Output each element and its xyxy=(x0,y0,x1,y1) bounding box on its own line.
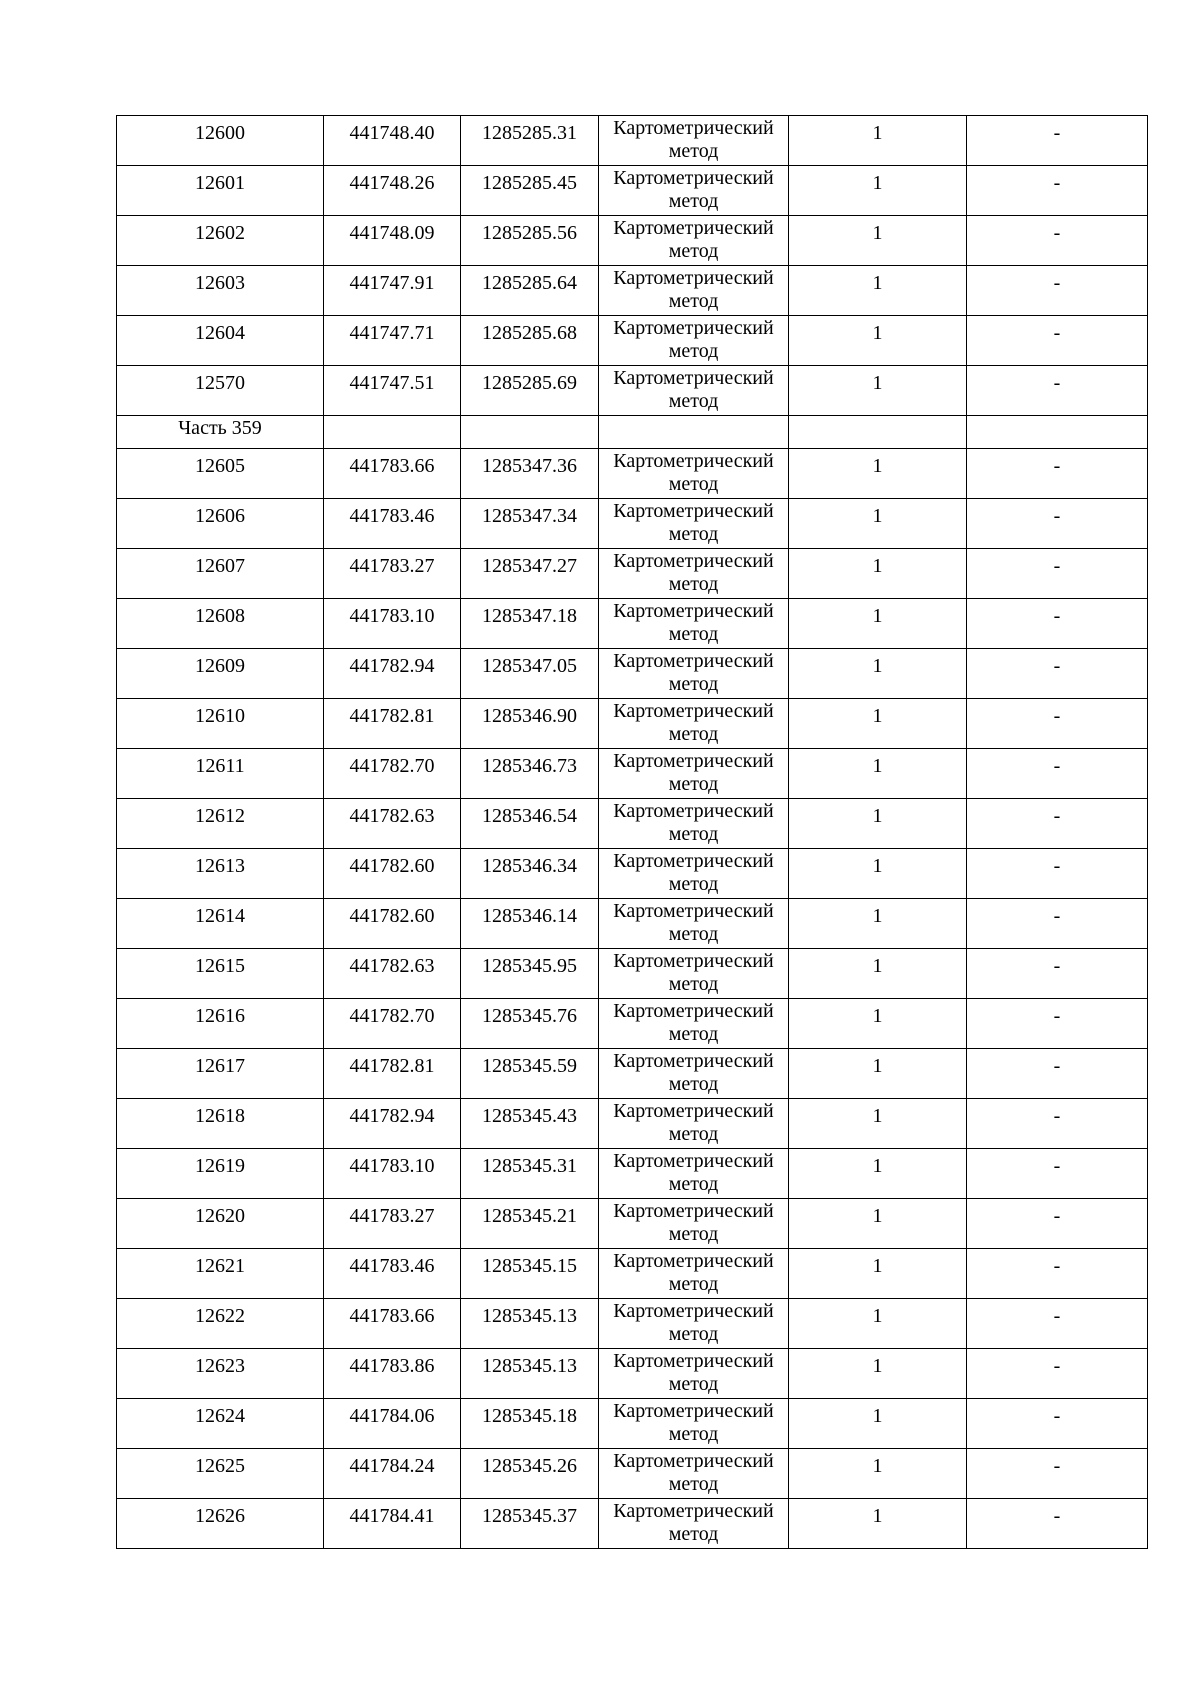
accuracy-cell: 1 xyxy=(789,649,967,699)
point-id-cell: 12607 xyxy=(117,549,324,599)
accuracy-cell: 1 xyxy=(789,366,967,416)
method-label-line2: метод xyxy=(668,1323,719,1345)
table-row xyxy=(117,166,1148,216)
table-row xyxy=(117,1149,1148,1199)
x-coordinate-cell: 441782.63 xyxy=(324,799,461,849)
table-row xyxy=(117,949,1148,999)
description-cell: - xyxy=(967,999,1148,1049)
x-coordinate-cell: 441783.27 xyxy=(324,549,461,599)
y-coordinate-cell: 1285347.36 xyxy=(461,449,599,499)
empty-cell xyxy=(324,416,461,449)
accuracy-cell: 1 xyxy=(789,499,967,549)
method-label-line2: метод xyxy=(668,240,719,262)
accuracy-cell: 1 xyxy=(789,699,967,749)
table-row xyxy=(117,499,1148,549)
x-coordinate-cell: 441782.94 xyxy=(324,649,461,699)
description-cell: - xyxy=(967,499,1148,549)
method-cell xyxy=(599,366,789,416)
coordinates-table-body xyxy=(117,116,1148,1549)
accuracy-cell: 1 xyxy=(789,1399,967,1449)
method-label-line1: Картометрический xyxy=(613,217,774,239)
method-label-line1: Картометрический xyxy=(613,1350,774,1372)
accuracy-cell: 1 xyxy=(789,216,967,266)
method-cell xyxy=(599,1399,789,1449)
point-id-cell: 12611 xyxy=(117,749,324,799)
y-coordinate-cell: 1285285.68 xyxy=(461,316,599,366)
method-cell xyxy=(599,649,789,699)
method-cell xyxy=(599,849,789,899)
table-row xyxy=(117,1099,1148,1149)
method-label-line1: Картометрический xyxy=(613,117,774,139)
method-label-line1: Картометрический xyxy=(613,500,774,522)
description-cell: - xyxy=(967,1099,1148,1149)
x-coordinate-cell: 441783.10 xyxy=(324,599,461,649)
y-coordinate-cell: 1285345.95 xyxy=(461,949,599,999)
point-id-cell: 12619 xyxy=(117,1149,324,1199)
accuracy-cell: 1 xyxy=(789,316,967,366)
method-label-line1: Картометрический xyxy=(613,750,774,772)
point-id-cell: 12613 xyxy=(117,849,324,899)
accuracy-cell: 1 xyxy=(789,849,967,899)
accuracy-cell: 1 xyxy=(789,116,967,166)
x-coordinate-cell: 441748.26 xyxy=(324,166,461,216)
method-label-line1: Картометрический xyxy=(613,167,774,189)
point-id-cell: 12604 xyxy=(117,316,324,366)
part-header-row xyxy=(117,416,1148,449)
y-coordinate-cell: 1285347.18 xyxy=(461,599,599,649)
y-coordinate-cell: 1285347.27 xyxy=(461,549,599,599)
accuracy-cell: 1 xyxy=(789,1499,967,1549)
description-cell: - xyxy=(967,1499,1148,1549)
method-cell xyxy=(599,116,789,166)
method-cell xyxy=(599,599,789,649)
empty-cell xyxy=(599,416,789,449)
method-label-line1: Картометрический xyxy=(613,800,774,822)
x-coordinate-cell: 441748.40 xyxy=(324,116,461,166)
point-id-cell: 12610 xyxy=(117,699,324,749)
y-coordinate-cell: 1285285.45 xyxy=(461,166,599,216)
method-label-line2: метод xyxy=(668,573,719,595)
description-cell: - xyxy=(967,799,1148,849)
point-id-cell: 12614 xyxy=(117,899,324,949)
method-label-line1: Картометрический xyxy=(613,450,774,472)
x-coordinate-cell: 441783.46 xyxy=(324,1249,461,1299)
accuracy-cell: 1 xyxy=(789,1349,967,1399)
method-label-line2: метод xyxy=(668,473,719,495)
method-cell xyxy=(599,1349,789,1399)
accuracy-cell: 1 xyxy=(789,1249,967,1299)
y-coordinate-cell: 1285347.05 xyxy=(461,649,599,699)
point-id-cell: 12625 xyxy=(117,1449,324,1499)
method-cell xyxy=(599,1449,789,1499)
method-label-line2: метод xyxy=(668,873,719,895)
method-label-line1: Картометрический xyxy=(613,1500,774,1522)
x-coordinate-cell: 441783.46 xyxy=(324,499,461,549)
table-row xyxy=(117,699,1148,749)
y-coordinate-cell: 1285346.54 xyxy=(461,799,599,849)
method-label-line1: Картометрический xyxy=(613,1000,774,1022)
accuracy-cell: 1 xyxy=(789,949,967,999)
method-label-line2: метод xyxy=(668,340,719,362)
method-cell xyxy=(599,549,789,599)
x-coordinate-cell: 441784.06 xyxy=(324,1399,461,1449)
method-label-line1: Картометрический xyxy=(613,850,774,872)
x-coordinate-cell: 441783.27 xyxy=(324,1199,461,1249)
table-row xyxy=(117,999,1148,1049)
description-cell: - xyxy=(967,749,1148,799)
y-coordinate-cell: 1285346.73 xyxy=(461,749,599,799)
description-cell: - xyxy=(967,366,1148,416)
accuracy-cell: 1 xyxy=(789,749,967,799)
point-id-cell: 12622 xyxy=(117,1299,324,1349)
x-coordinate-cell: 441782.60 xyxy=(324,899,461,949)
method-label-line2: метод xyxy=(668,673,719,695)
y-coordinate-cell: 1285345.76 xyxy=(461,999,599,1049)
method-label-line2: метод xyxy=(668,773,719,795)
point-id-cell: 12608 xyxy=(117,599,324,649)
accuracy-cell: 1 xyxy=(789,549,967,599)
method-label-line2: метод xyxy=(668,923,719,945)
method-label-line2: метод xyxy=(668,1273,719,1295)
method-label-line1: Картометрический xyxy=(613,900,774,922)
point-id-cell: 12609 xyxy=(117,649,324,699)
y-coordinate-cell: 1285346.34 xyxy=(461,849,599,899)
method-cell xyxy=(599,799,789,849)
table-row xyxy=(117,116,1148,166)
x-coordinate-cell: 441783.66 xyxy=(324,1299,461,1349)
description-cell: - xyxy=(967,1299,1148,1349)
method-label-line2: метод xyxy=(668,1123,719,1145)
method-label-line1: Картометрический xyxy=(613,367,774,389)
table-row xyxy=(117,849,1148,899)
x-coordinate-cell: 441747.91 xyxy=(324,266,461,316)
x-coordinate-cell: 441782.70 xyxy=(324,749,461,799)
description-cell: - xyxy=(967,699,1148,749)
point-id-cell: 12624 xyxy=(117,1399,324,1449)
method-label-line2: метод xyxy=(668,973,719,995)
y-coordinate-cell: 1285345.43 xyxy=(461,1099,599,1149)
method-cell xyxy=(599,1199,789,1249)
method-cell xyxy=(599,1299,789,1349)
method-label-line1: Картометрический xyxy=(613,1250,774,1272)
method-label-line1: Картометрический xyxy=(613,1100,774,1122)
accuracy-cell: 1 xyxy=(789,1099,967,1149)
y-coordinate-cell: 1285347.34 xyxy=(461,499,599,549)
method-label-line2: метод xyxy=(668,190,719,212)
method-cell xyxy=(599,1099,789,1149)
table-row xyxy=(117,899,1148,949)
description-cell: - xyxy=(967,649,1148,699)
point-id-cell: 12602 xyxy=(117,216,324,266)
method-label-line2: метод xyxy=(668,1373,719,1395)
method-cell xyxy=(599,266,789,316)
table-row xyxy=(117,749,1148,799)
y-coordinate-cell: 1285345.13 xyxy=(461,1299,599,1349)
method-label-line2: метод xyxy=(668,1473,719,1495)
point-id-cell: 12615 xyxy=(117,949,324,999)
coordinates-table xyxy=(116,115,1148,1549)
description-cell: - xyxy=(967,116,1148,166)
y-coordinate-cell: 1285285.69 xyxy=(461,366,599,416)
table-row xyxy=(117,1249,1148,1299)
point-id-cell: 12618 xyxy=(117,1099,324,1149)
method-label-line2: метод xyxy=(668,623,719,645)
x-coordinate-cell: 441782.63 xyxy=(324,949,461,999)
description-cell: - xyxy=(967,549,1148,599)
point-id-cell: 12616 xyxy=(117,999,324,1049)
accuracy-cell: 1 xyxy=(789,999,967,1049)
method-label-line2: метод xyxy=(668,290,719,312)
x-coordinate-cell: 441747.71 xyxy=(324,316,461,366)
method-cell xyxy=(599,999,789,1049)
x-coordinate-cell: 441782.81 xyxy=(324,699,461,749)
accuracy-cell: 1 xyxy=(789,1199,967,1249)
description-cell: - xyxy=(967,1149,1148,1199)
empty-cell xyxy=(461,416,599,449)
method-label-line1: Картометрический xyxy=(613,1050,774,1072)
method-label-line2: метод xyxy=(668,1023,719,1045)
point-id-cell: 12617 xyxy=(117,1049,324,1099)
table-row xyxy=(117,549,1148,599)
method-cell xyxy=(599,1499,789,1549)
x-coordinate-cell: 441748.09 xyxy=(324,216,461,266)
y-coordinate-cell: 1285346.14 xyxy=(461,899,599,949)
accuracy-cell: 1 xyxy=(789,599,967,649)
accuracy-cell: 1 xyxy=(789,1299,967,1349)
x-coordinate-cell: 441783.86 xyxy=(324,1349,461,1399)
method-cell xyxy=(599,899,789,949)
method-label-line2: метод xyxy=(668,390,719,412)
method-label-line1: Картометрический xyxy=(613,600,774,622)
point-id-cell: 12603 xyxy=(117,266,324,316)
table-row xyxy=(117,449,1148,499)
method-cell xyxy=(599,499,789,549)
method-label-line1: Картометрический xyxy=(613,267,774,289)
method-label-line2: метод xyxy=(668,1173,719,1195)
x-coordinate-cell: 441782.94 xyxy=(324,1099,461,1149)
empty-cell xyxy=(789,416,967,449)
method-label-line1: Картометрический xyxy=(613,700,774,722)
y-coordinate-cell: 1285285.56 xyxy=(461,216,599,266)
accuracy-cell: 1 xyxy=(789,899,967,949)
point-id-cell: 12606 xyxy=(117,499,324,549)
point-id-cell: 12601 xyxy=(117,166,324,216)
x-coordinate-cell: 441783.66 xyxy=(324,449,461,499)
method-label-line1: Картометрический xyxy=(613,1400,774,1422)
description-cell: - xyxy=(967,1399,1148,1449)
accuracy-cell: 1 xyxy=(789,449,967,499)
table-row xyxy=(117,599,1148,649)
x-coordinate-cell: 441784.24 xyxy=(324,1449,461,1499)
y-coordinate-cell: 1285345.26 xyxy=(461,1449,599,1499)
method-label-line2: метод xyxy=(668,1223,719,1245)
point-id-cell: 12570 xyxy=(117,366,324,416)
method-label-line1: Картометрический xyxy=(613,1300,774,1322)
x-coordinate-cell: 441783.10 xyxy=(324,1149,461,1199)
method-label-line2: метод xyxy=(668,140,719,162)
y-coordinate-cell: 1285345.15 xyxy=(461,1249,599,1299)
x-coordinate-cell: 441782.81 xyxy=(324,1049,461,1099)
x-coordinate-cell: 441784.41 xyxy=(324,1499,461,1549)
x-coordinate-cell: 441747.51 xyxy=(324,366,461,416)
empty-cell xyxy=(967,416,1148,449)
description-cell: - xyxy=(967,1199,1148,1249)
method-label-line2: метод xyxy=(668,1423,719,1445)
x-coordinate-cell: 441782.70 xyxy=(324,999,461,1049)
point-id-cell: 12620 xyxy=(117,1199,324,1249)
y-coordinate-cell: 1285345.31 xyxy=(461,1149,599,1199)
part-label: Часть 359 xyxy=(117,416,324,449)
method-label-line1: Картометрический xyxy=(613,550,774,572)
point-id-cell: 12612 xyxy=(117,799,324,849)
y-coordinate-cell: 1285345.18 xyxy=(461,1399,599,1449)
method-label-line1: Картометрический xyxy=(613,1150,774,1172)
description-cell: - xyxy=(967,849,1148,899)
description-cell: - xyxy=(967,599,1148,649)
method-cell xyxy=(599,449,789,499)
description-cell: - xyxy=(967,1249,1148,1299)
y-coordinate-cell: 1285345.13 xyxy=(461,1349,599,1399)
method-label-line1: Картометрический xyxy=(613,950,774,972)
point-id-cell: 12623 xyxy=(117,1349,324,1399)
point-id-cell: 12600 xyxy=(117,116,324,166)
accuracy-cell: 1 xyxy=(789,1449,967,1499)
method-label-line1: Картометрический xyxy=(613,317,774,339)
description-cell: - xyxy=(967,1349,1148,1399)
accuracy-cell: 1 xyxy=(789,1049,967,1099)
table-row xyxy=(117,799,1148,849)
table-row xyxy=(117,1499,1148,1549)
method-cell xyxy=(599,1149,789,1199)
description-cell: - xyxy=(967,266,1148,316)
point-id-cell: 12605 xyxy=(117,449,324,499)
point-id-cell: 12626 xyxy=(117,1499,324,1549)
y-coordinate-cell: 1285345.37 xyxy=(461,1499,599,1549)
description-cell: - xyxy=(967,949,1148,999)
method-label-line1: Картометрический xyxy=(613,1200,774,1222)
method-cell xyxy=(599,166,789,216)
table-row xyxy=(117,1049,1148,1099)
table-row xyxy=(117,366,1148,416)
description-cell: - xyxy=(967,216,1148,266)
y-coordinate-cell: 1285285.64 xyxy=(461,266,599,316)
method-label-line2: метод xyxy=(668,1523,719,1545)
description-cell: - xyxy=(967,166,1148,216)
method-cell xyxy=(599,1049,789,1099)
accuracy-cell: 1 xyxy=(789,1149,967,1199)
method-cell xyxy=(599,749,789,799)
method-cell xyxy=(599,949,789,999)
y-coordinate-cell: 1285346.90 xyxy=(461,699,599,749)
table-row xyxy=(117,1199,1148,1249)
table-row xyxy=(117,216,1148,266)
point-id-cell: 12621 xyxy=(117,1249,324,1299)
method-cell xyxy=(599,316,789,366)
method-cell xyxy=(599,699,789,749)
description-cell: - xyxy=(967,449,1148,499)
table-row xyxy=(117,1399,1148,1449)
method-label-line1: Картометрический xyxy=(613,650,774,672)
method-cell xyxy=(599,1249,789,1299)
table-row xyxy=(117,649,1148,699)
description-cell: - xyxy=(967,316,1148,366)
y-coordinate-cell: 1285345.21 xyxy=(461,1199,599,1249)
table-row xyxy=(117,1449,1148,1499)
table-row xyxy=(117,1299,1148,1349)
accuracy-cell: 1 xyxy=(789,166,967,216)
method-label-line2: метод xyxy=(668,723,719,745)
method-label-line2: метод xyxy=(668,523,719,545)
method-label-line1: Картометрический xyxy=(613,1450,774,1472)
method-cell xyxy=(599,216,789,266)
table-row xyxy=(117,316,1148,366)
accuracy-cell: 1 xyxy=(789,799,967,849)
accuracy-cell: 1 xyxy=(789,266,967,316)
description-cell: - xyxy=(967,899,1148,949)
y-coordinate-cell: 1285345.59 xyxy=(461,1049,599,1099)
x-coordinate-cell: 441782.60 xyxy=(324,849,461,899)
description-cell: - xyxy=(967,1049,1148,1099)
description-cell: - xyxy=(967,1449,1148,1499)
table-row xyxy=(117,1349,1148,1399)
method-label-line2: метод xyxy=(668,1073,719,1095)
method-label-line2: метод xyxy=(668,823,719,845)
table-row xyxy=(117,266,1148,316)
y-coordinate-cell: 1285285.31 xyxy=(461,116,599,166)
